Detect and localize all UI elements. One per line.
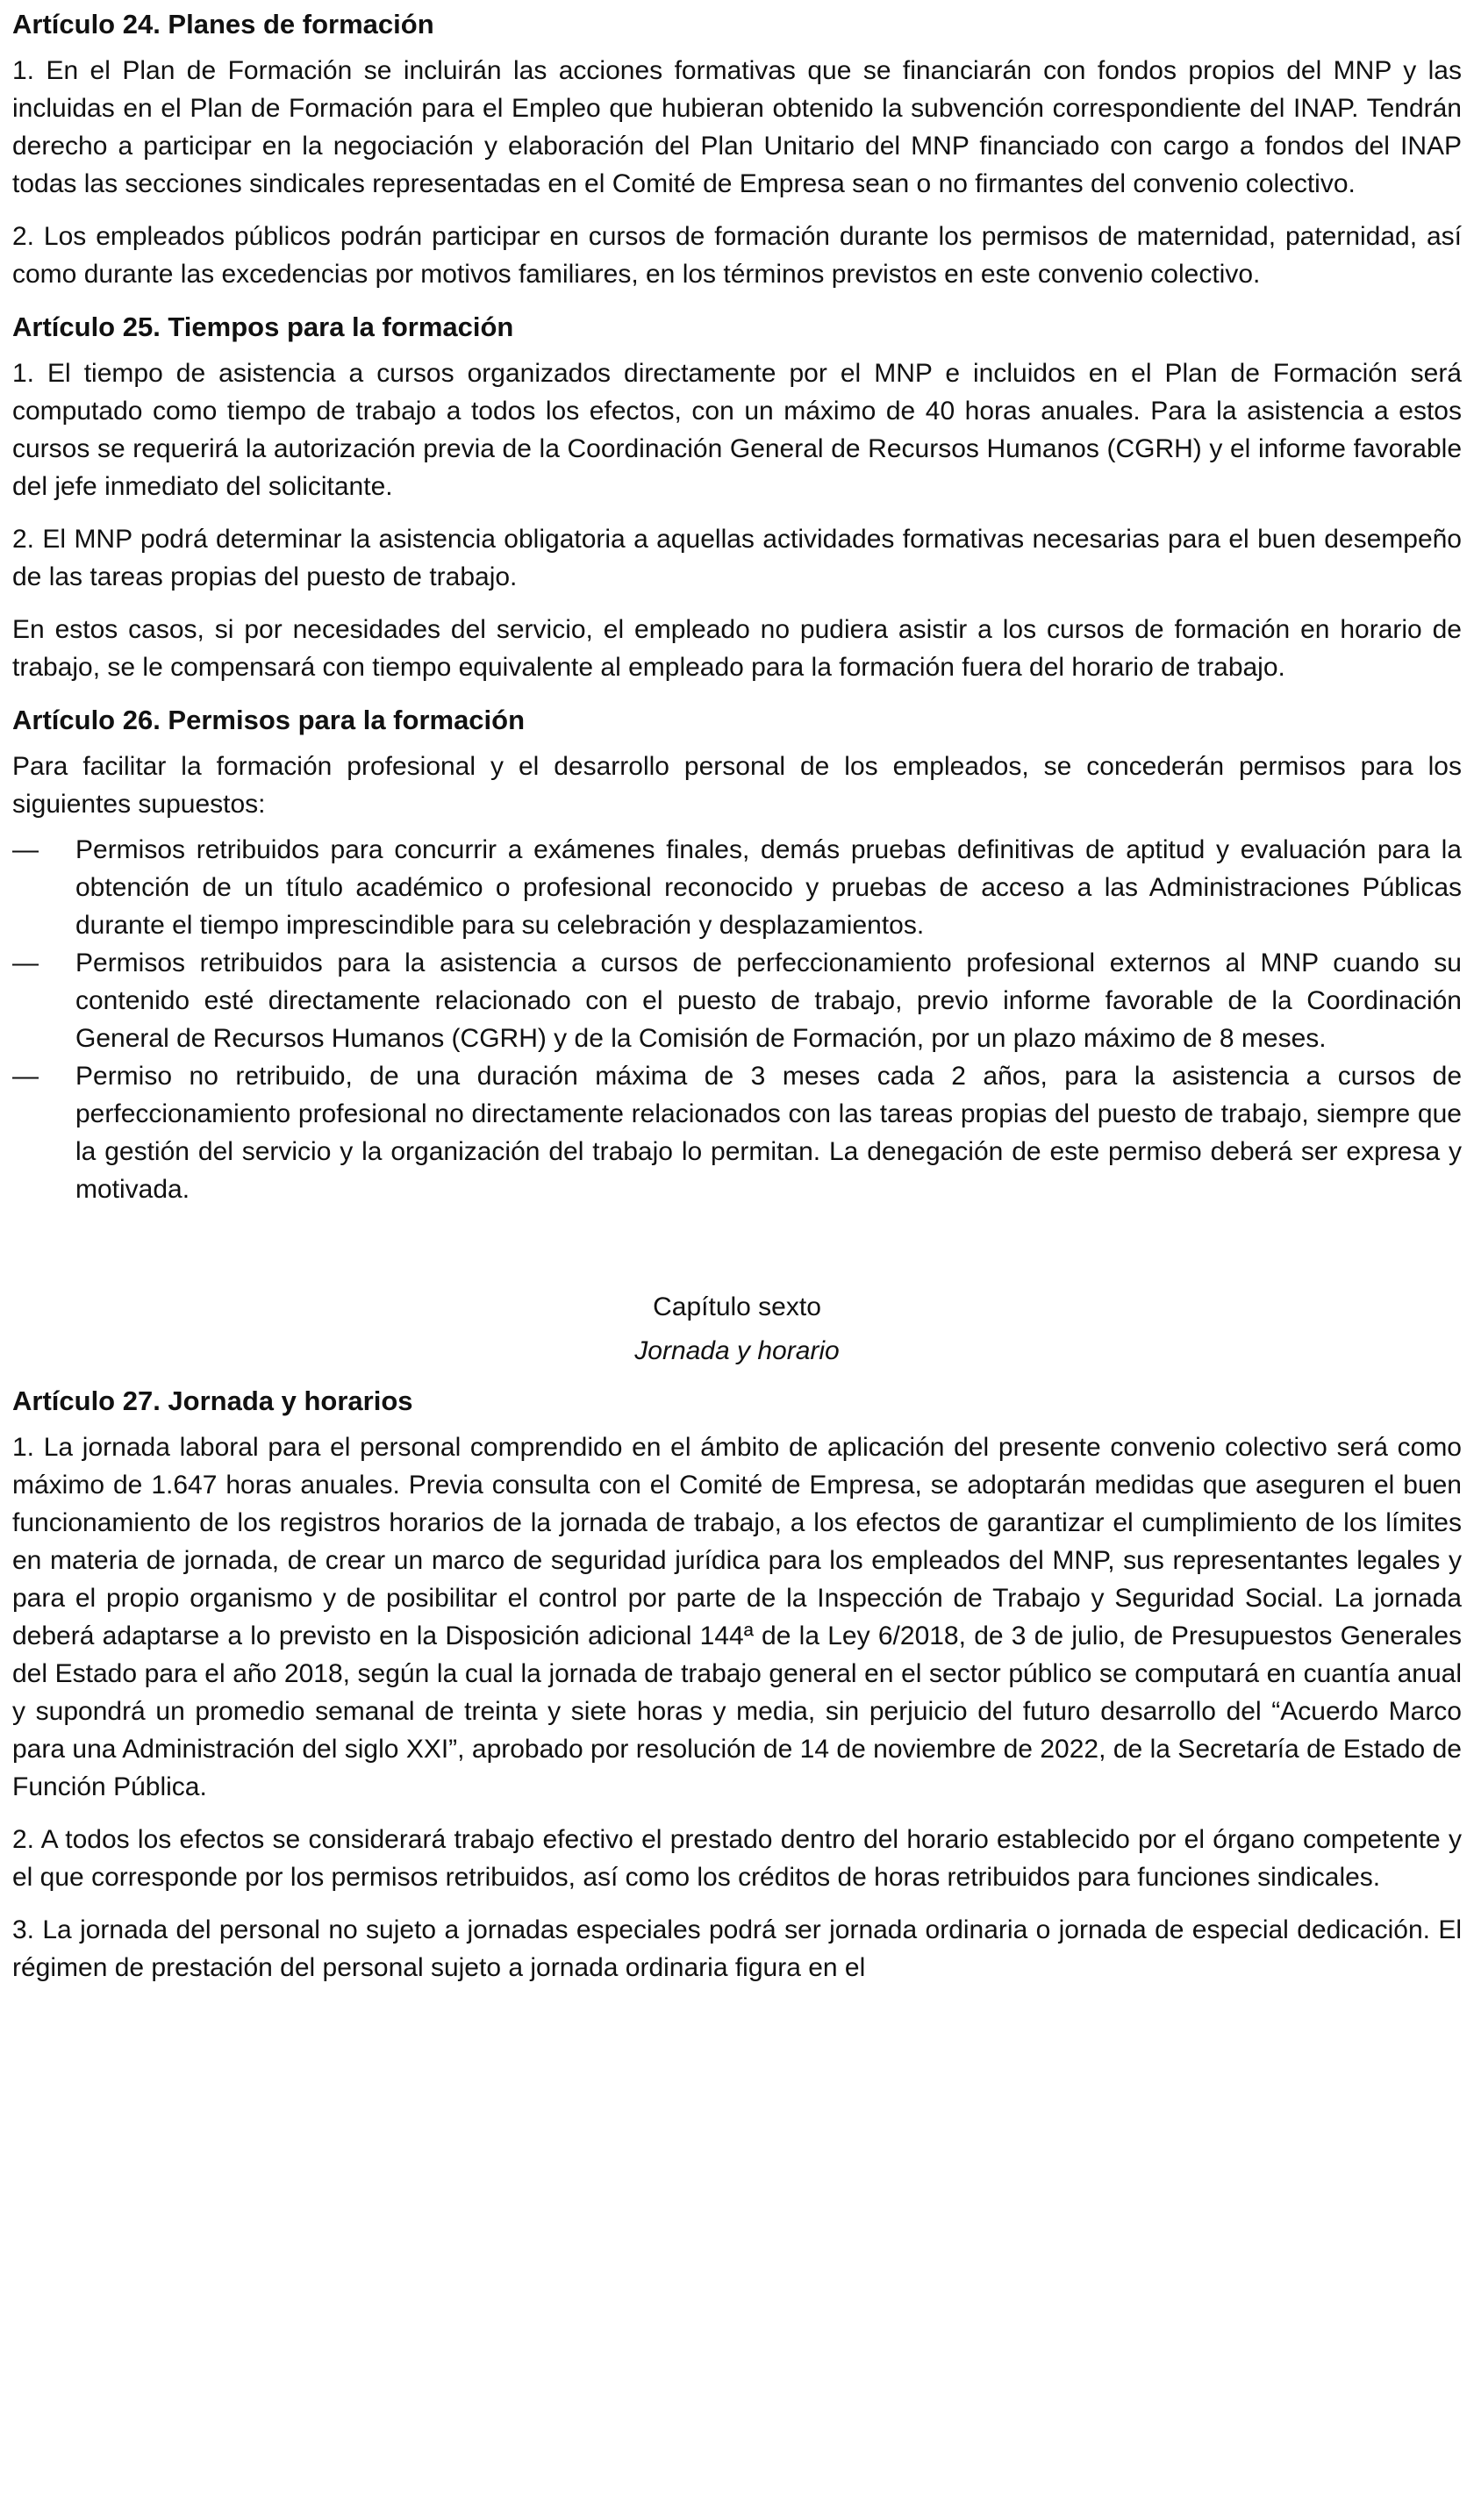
paragraph: 1. La jornada laboral para el personal comprendido en el ámbito de aplicación del presente convenio colectivo será como máximo de 1.647 horas anuales. Previa consulta con el Comité de Empresa, se adoptarán medidas que aseguren el buen funcionamiento de los registros horarios de la jornada de trabajo, a los efectos de garantizar el cumplimiento de los límites en materia de jornada, de crear un marco de seguridad jurídica para los empleados del MNP, sus representantes legales y para el propio organismo y de posibilitar el control por parte de la Inspección de Trabajo y Seguridad Social. La jornada deberá adaptarse a lo previsto en la Disposición adicional 144ª de la Ley 6/2018, de 3 de julio, de Presupuestos Generales del Estado para el año 2018, según la cual la jornada de trabajo general en el sector público se computará en cuantía anual y supondrá un promedio semanal de treinta y siete horas y media, sin perjuicio del futuro desarrollo del “Acuerdo Marco para una Administración del siglo XXI”, aprobado por resolución de 14 de noviembre de 2022, de la Secretaría de Estado de Función Pública. (12, 1433, 1462, 1801)
article-title: Artículo 24. Planes de formación (12, 9, 434, 39)
paragraph: Para facilitar la formación profesional y el desarrollo personal de los empleados, se concederán permisos para los siguientes supuestos: (12, 752, 1462, 819)
list-item-text: Permisos retribuidos para la asistencia a cursos de perfeccionamiento profesional externos al MNP cuando su contenido esté directamente relacionado con el puesto de trabajo, previo informe favorable de la Coordinación General de Recursos Humanos (CGRH) y de la Comisión de Formación, por un plazo máximo de 8 meses. (75, 949, 1462, 1053)
document-page (12, 5, 1462, 2001)
list-item-text: Permiso no retribuido, de una duración máxima de 3 meses cada 2 años, para la asistencia a cursos de perfeccionamiento profesional no directamente relacionados con las tareas propias del puesto de trabajo, siempre que la gestión del servicio y la organización del trabajo lo permitan. La denegación de este permiso deberá ser expresa y motivada. (75, 1062, 1462, 1204)
list-item (12, 944, 1462, 1057)
dash-bullet: — (12, 1062, 39, 1091)
article-title: Artículo 25. Tiempos para la formación (12, 311, 514, 342)
chapter-subtitle: Jornada y horario (634, 1336, 840, 1365)
paragraph: 2. Los empleados públicos podrán participar en cursos de formación durante los permisos de maternidad, paternidad, así como durante las excedencias por motivos familiares, en los términos previstos en este convenio colectivo. (12, 222, 1462, 289)
chapter-title: Capítulo sexto (653, 1292, 821, 1321)
paragraph: 3. La jornada del personal no sujeto a jornadas especiales podrá ser jornada ordinaria o jornada de especial dedicación. El régimen de prestación del personal sujeto a jornada ordinaria figura en el (12, 1915, 1462, 1982)
list-item-text: Permisos retribuidos para concurrir a exámenes finales, demás pruebas definitivas de aptitud y evaluación para la obtención de un título académico o profesional reconocido y pruebas de acceso a las Administraciones Públicas durante el tiempo imprescindible para su celebración y desplazamientos. (75, 835, 1462, 940)
dash-bullet: — (12, 835, 39, 864)
paragraph: 2. El MNP podrá determinar la asistencia obligatoria a aquellas actividades formativas necesarias para el buen desempeño de las tareas propias del puesto de trabajo. (12, 525, 1462, 591)
dash-bullet: — (12, 949, 39, 977)
paragraph: 1. En el Plan de Formación se incluirán las acciones formativas que se financiarán con fondos propios del MNP y las incluidas en el Plan de Formación para el Empleo que hubieran obtenido la subvención correspondiente del INAP. Tendrán derecho a participar en la negociación y elaboración del Plan Unitario del MNP financiado con cargo a fondos del INAP todas las secciones sindicales representadas en el Comité de Empresa sean o no firmantes del convenio colectivo. (12, 56, 1462, 198)
article-27 (12, 1382, 1462, 1987)
paragraph: 1. El tiempo de asistencia a cursos organizados directamente por el MNP e incluidos en el Plan de Formación será computado como tiempo de trabajo a todos los efectos, con un máximo de 40 horas anuales. Para la asistencia a estos cursos se requerirá la autorización previa de la Coordinación General de Recursos Humanos (CGRH) y el informe favorable del jefe inmediato del solicitante. (12, 359, 1462, 501)
chapter-heading (12, 1285, 1462, 1373)
article-title: Artículo 27. Jornada y horarios (12, 1385, 413, 1416)
article-25 (12, 308, 1462, 686)
list-item (12, 831, 1462, 944)
paragraph: En estos casos, si por necesidades del servicio, el empleado no pudiera asistir a los cursos de formación en horario de trabajo, se le compensará con tiempo equivalente al empleado para la formación fuera del horario de trabajo. (12, 615, 1462, 682)
dash-list (12, 831, 1462, 1208)
article-title: Artículo 26. Permisos para la formación (12, 705, 526, 735)
article-24 (12, 5, 1462, 293)
article-26 (12, 701, 1462, 1208)
paragraph: 2. A todos los efectos se considerará trabajo efectivo el prestado dentro del horario establecido por el órgano competente y el que corresponde por los permisos retribuidos, así como los créditos de horas retribuidos para funciones sindicales. (12, 1825, 1462, 1892)
list-item (12, 1057, 1462, 1208)
